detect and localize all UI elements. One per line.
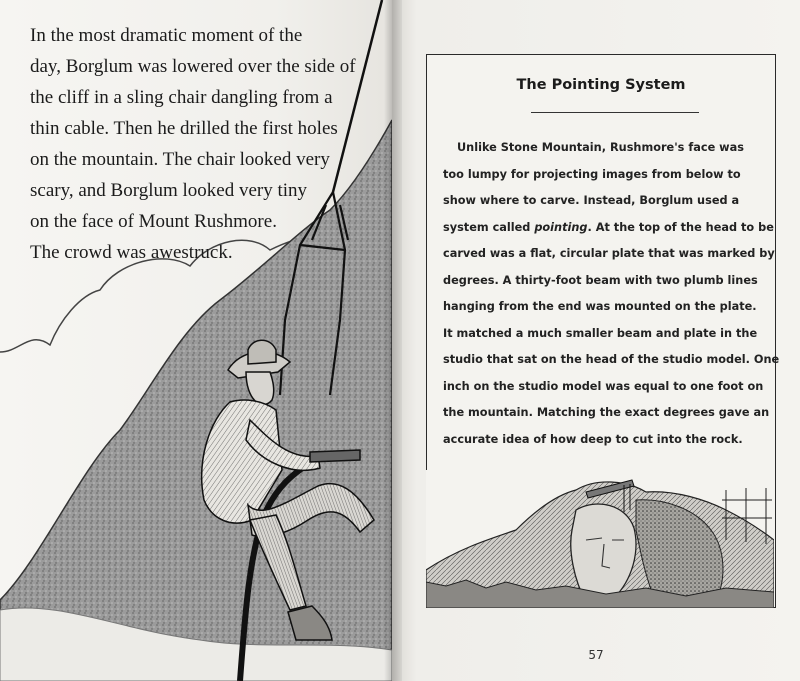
page-number: 57 xyxy=(588,648,604,662)
narrative-line: on the mountain. The chair looked very xyxy=(30,149,330,170)
narrative-line: thin cable. Then he drilled the first holes xyxy=(30,118,338,139)
narrative-text xyxy=(30,20,360,268)
mount-rushmore-carving-illustration xyxy=(426,470,774,608)
narrative-line: scary, and Borglum looked very tiny xyxy=(30,180,308,201)
sidebar-line: show where to carve. Instead, Borglum used a xyxy=(443,194,740,207)
sidebar-line: the mountain. Matching the exact degrees gave an xyxy=(443,406,770,419)
sidebar-line: hanging from the end was mounted on the plate. xyxy=(443,300,757,313)
sidebar-title: The Pointing System xyxy=(516,77,686,93)
narrative-line: In the most dramatic moment of the xyxy=(30,25,303,46)
sidebar-term-pointing: pointing xyxy=(534,220,588,234)
narrative-line: day, Borglum was lowered over the side of xyxy=(30,56,356,77)
narrative-line: The crowd was awestruck. xyxy=(30,242,233,263)
sidebar-line: carved was a flat, circular plate that was marked by xyxy=(443,247,775,260)
sidebar-line: It matched a much smaller beam and plate in the xyxy=(443,326,758,340)
right-page xyxy=(392,0,800,681)
sidebar-body xyxy=(443,135,780,453)
narrative-line: the cliff in a sling chair dangling from a xyxy=(30,87,333,108)
sidebar-line: degrees. A thirty-foot beam with two plumb lines xyxy=(443,273,758,287)
sidebar-line: too lumpy for projecting images from below to xyxy=(443,167,741,181)
pointing-system-sidebar xyxy=(426,54,780,608)
sidebar-line: studio that sat on the head of the studio model. One xyxy=(443,353,780,366)
narrative-line: on the face of Mount Rushmore. xyxy=(30,211,277,232)
sidebar-text: system called xyxy=(443,220,535,234)
left-page xyxy=(0,0,392,681)
book-gutter xyxy=(384,0,402,681)
sidebar-text: . At the top of the head to be xyxy=(587,220,774,234)
sidebar-line: inch on the studio model was equal to one foot on xyxy=(443,379,764,393)
title-divider xyxy=(531,112,699,113)
sidebar-line xyxy=(443,215,775,242)
sidebar-line: accurate idea of how deep to cut into the rock. xyxy=(443,432,743,446)
sidebar-line: Unlike Stone Mountain, Rushmore's face was xyxy=(457,141,744,154)
